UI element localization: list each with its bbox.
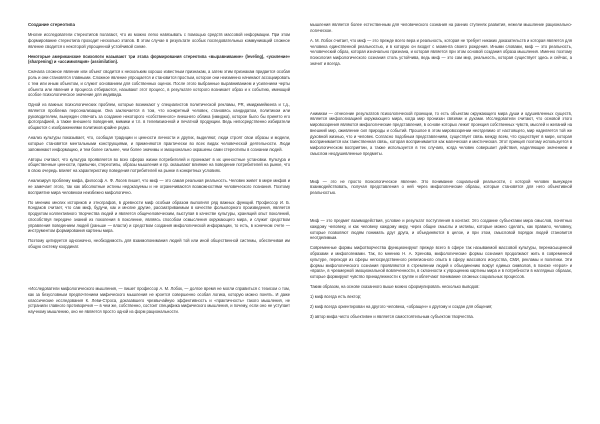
left-column	[28, 22, 290, 319]
conclusion-item: 3) автор мифа чисто объективен и является самостоятельным субъектом творчества.	[310, 314, 474, 320]
paragraph: Миф — это предмет взаимодействия, условие и результат поступления в контакт. Это создание субъектами мира смыслов, понятных каждому человеку, и как человеку каждому миру, через общие смыслы и мотивы, которые можно сделать, как правило, человеку, которые позволяют людям понимать друг друга, и объединяются в целое, и при этом, смысловой порядок людей становится неотделимым.	[310, 218, 572, 241]
paragraph: мышления является более естественным для человеческого сознания на ранних ступенях развития, нежели мышление рационально-логическое.	[310, 22, 572, 33]
paragraph: Анализ культуры показывает, что, сообщая традиции и ценности личности и других, выделяют, люди строят свои образы и модели, которые становятся ментальными конструкциями, и применяются практически во всех видах человеческой деятельности. Люди запоминают информацию, и тем более сильнее, чем более значимы и эмоционально окрашены сами стереотипы в сознании людей.	[28, 135, 290, 152]
conclusion-item: 2) миф всегда ориентирован на другого человека, «обращен» к другому и создан для общения;	[310, 304, 493, 310]
paragraph: Современные формы мифотворчества функционируют прежде всего в сфере так называемой массовой культуры, перенасыщенной образами и мифологемами. Так, по мнению Н. А. Хренова, мифологические формы сознания продолжают жить в современной культуре, переходя из сферы непосредственного религиозного опыта в сферу массового искусства, СМИ, рекламы и политики. Эти формы мифологического сознания проявляются в стремлении людей к объединению вокруг единых символов, в поиске «героя» и «врага», в чрезмерной эмоциональной вовлеченности, в склонности к упрощению картины мира и в потребности в наглядных образах, которые формируют чувство принадлежности к группе и облегчают понимание сложных социальных процессов.	[310, 245, 572, 279]
paragraph: Авторы считают, что культура проявляется во всех сферах жизни потребителей и проникает в их ценностные установки. Культура и общественные ценности, привычки, стереотипы, образы мышления и пр. оказывают влияние на поведение потребителей на рынке, что в свою очередь влияет на характеристику поведения потребителей на рынке в конкретных условиях.	[28, 156, 290, 174]
right-column	[310, 22, 572, 324]
blank-space	[310, 161, 572, 179]
conclusion-item: 1) миф всегда есть вектор;	[310, 294, 362, 300]
paragraph: Анализируя проблему мифа, философ А. Ф. Лосев пишет, что миф — это самая реальная реальность. Человек живет в мире мифов и не замечает этого, так как абсолютные истины недоказуемы и не ограничиваются возможностями человеческого познания. Поэтому восприятие мира человеком неизбежно мифологично.	[28, 178, 290, 195]
animism-paragraph: Анимизм — отнесение результатов психологической проекции, то есть объектам окружающего мира души и одушевленных существ, является мифологизацией окружающего мира, когда мир пронизан связями и духами. Исследователи считают, что основой этого мировоззрения являются мифологические представления, в основе которых лежит проекция собственных чувств, мыслей и желаний на внешний мир, оживление сил природы и событий. Прошлое в этом мировоззрении неотделимо от настоящего, мир наделяется той же духовной жизнью, что и человек. Согласно подобным представлениям, существует связь между всем, что существует в мире, которая воспринимается как таинственная связь, которая воспринимается как магическая и мистическая. Этот принцип поэтому используется в мифологическом восприятии, а также используется в тех случаях, когда человек совершает действия, наделяющие значением и смыслом неодушевленные предметы.	[310, 110, 572, 156]
section-title: Создание стереотипа	[28, 22, 75, 27]
paragraph: Сначала сложное явление или объект сводится к нескольким хорошо известным признакам, а затем этим признакам придается особая роль и они становятся главными. Сложное явление упрощается и становится простым, которое они неизменно начинают ассоциировать с тем или иным объектом, и служит основанием для собственных оценок. После этого выбранные выравниванием и усилением черты объекта или явления и процесса отбираются, называют этот процесс, в результате которого возникает образ и к событию, имеющий особое психологическое значение для индивида.	[28, 69, 290, 98]
paragraph: Одной из важных психологических проблем, которые возникают у специалистов политической рекламы, PR, имиджмейкинга и т.д., является проблема персонализации. Она заключается в том, что конкретный человек, становясь кандидатом, политиком или руководителем, вынужден отвечать за создание некоторого «собственного» внешнего облика (имиджа), которое было бы принято его фотографией, а также внешнего поведения, мимики и т.п. в телевизионной и печатной продукции. Ведь непосредственно избиратели общаются с изображениями политиков крайне редко.	[28, 102, 290, 131]
blank-space	[310, 200, 572, 218]
blank-space	[310, 71, 572, 111]
paragraph-stages: Некоторые американские психологи называют три этапа формирования стереотипа «выравнивание» (leveling), «усиление» (sharpening) и «ассимиляция» (assimilation).	[28, 53, 290, 65]
paragraph: А. М. Лобок считает, что миф — это прежде всего вера и реальность, которая не требует никаких доказательств и которая является для человека единственной реальностью, и в которую он входит с момента своего рождения. Иными словами, миф — это реальность, человеческий образ, которая изначально признана, и которая является при этом основой создания образа мышления. Именно поэтому психология мифологического сознания столь устойчива, ведь миф — это сам мир, реальность, которая существует здесь и сейчас, а значит и всегда.	[310, 37, 572, 66]
paragraph: По мнению многих историков и этнографов, в древности миф особым образом выполнял ряд важных функций. Профессор И. Б. Кондаков считает, что сам миф, будучи, как и многие другие, рассматриваемым в качестве фольклорного произведения, является продуктом коллективного творчества людей и является общечеловеческим, выступая в качестве культуры, хранящей опыт поколений, способствуя передаче знаний из поколения в поколение, являясь способом осмысления окружающего мира, и служит средством управления поведением людей (раньше — власти) и средством создания мифологической информации, то есть, в конечном счете — инструментом формирования картины мира.	[28, 199, 290, 234]
paragraph: Многие исследователи стереотипов полагают, что их можно легко навязывать с помощью средств массовой информации. При этом формирование стереотипа проходит несколько этапов. В этом случае в результате особых последовательных коммуникаций сложное явление сводится к некоторой упрощенной устойчивой схеме.	[28, 32, 290, 49]
blank-space	[28, 254, 290, 286]
myth-paragraph: Миф — это не просто психологическое явление. Это понимание социальной реальности, с которой человек вынужден взаимодействовать, получая представления о ней через мифологические образы, которые становятся для него объективной реальностью.	[310, 178, 572, 196]
quote-paragraph: «Исследователи мифологического мышления, — пишет профессор А. М. Лобок, — долгое время не могли справиться с тезисом о том, как за безусловным предпочтением мифического мышления не кроется совершенно особая логика, которую можно понять. И даже классические исследования К. Леви-Строса, доказавшего чрезвычайную эффективность и «практичность» такого мышления, не устранили главного противоречия — в чем же, собственно, состоит специфика мифического мышления, и почему, если оно не уступает научному мышлению, оно не является просто одной из форм рациональности.	[28, 286, 290, 314]
paragraph: Таким образом, на основе сказанного выше можно сформулировать несколько выводов:	[310, 284, 480, 290]
paragraph: Поэтому цитируется однозначно, необходимость для взаимопонимания людей той или иной общественной системы, обеспечивая им общую систему координат.	[28, 238, 290, 250]
